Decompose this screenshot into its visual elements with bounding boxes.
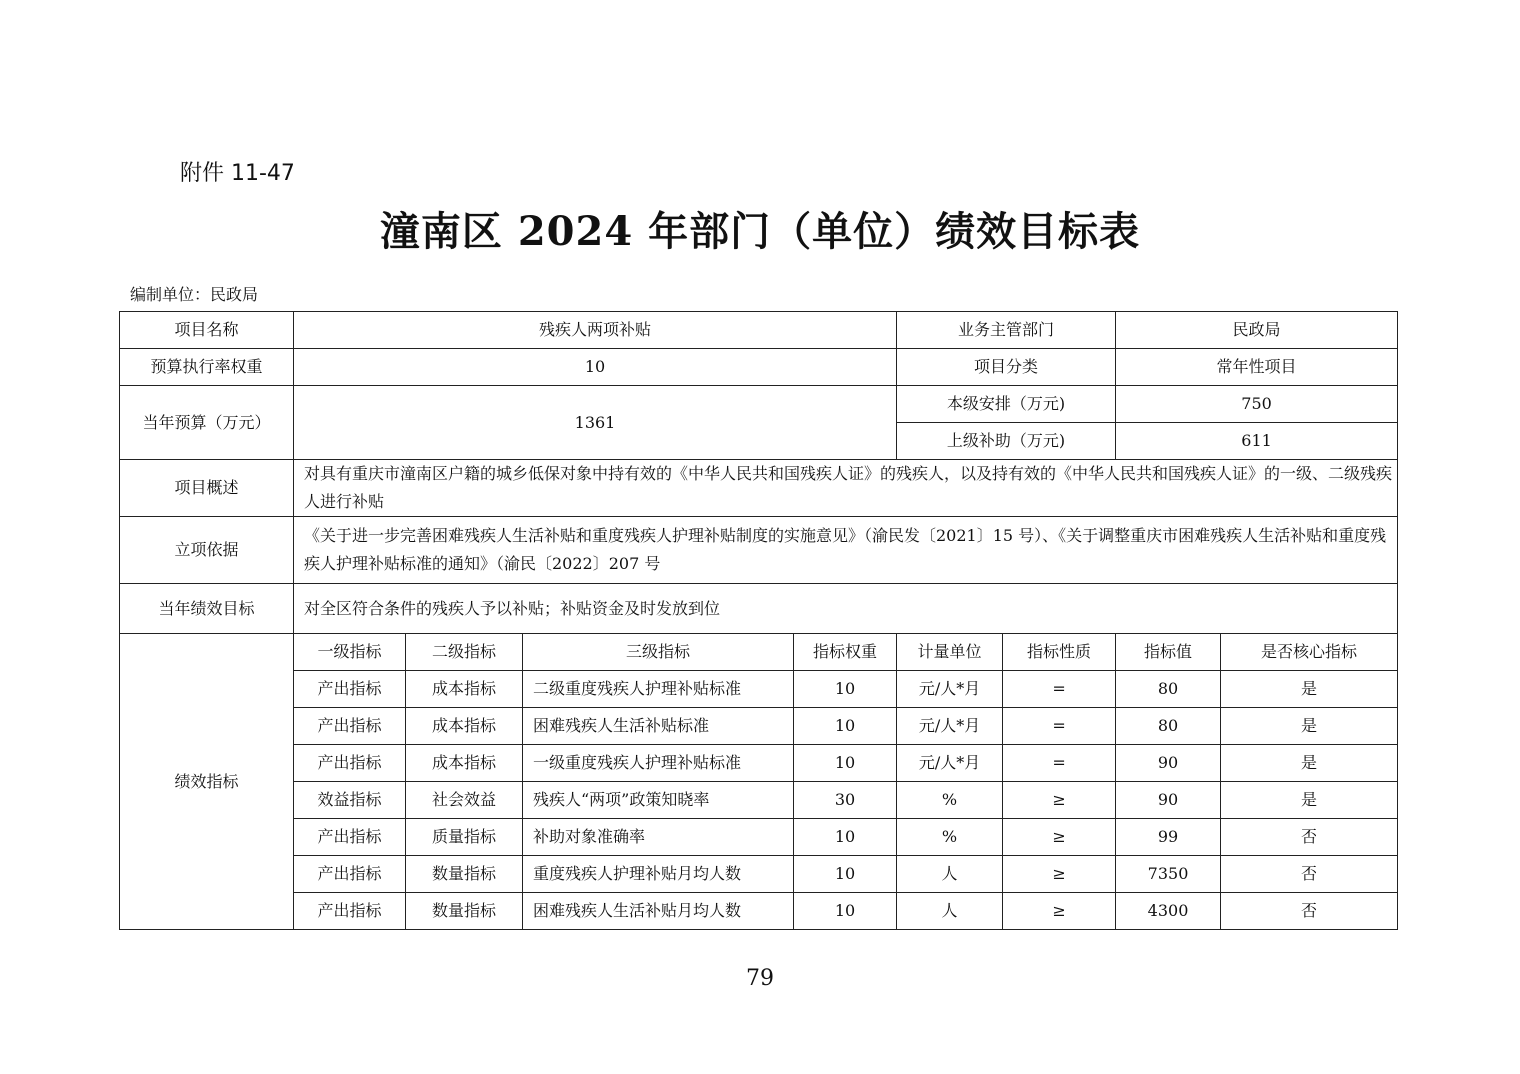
overview-text: 对具有重庆市潼南区户籍的城乡低保对象中持有效的《中华人民共和国残疾人证》的残疾人，以及持有效的《中华人民共和国残疾人证》的一级、二级残疾人进行补贴 xyxy=(294,460,1398,517)
level1-cell: 产出指标 xyxy=(294,893,406,930)
budget-rate-value: 10 xyxy=(294,349,897,386)
level1-cell: 产出指标 xyxy=(294,745,406,782)
value-cell: 90 xyxy=(1116,745,1221,782)
level1-cell: 产出指标 xyxy=(294,708,406,745)
level3-cell: 困难残疾人生活补贴月均人数 xyxy=(523,893,794,930)
row-budget xyxy=(120,386,1398,423)
basis-text: 《关于进一步完善困难残疾人生活补贴和重度残疾人护理补贴制度的实施意见》（渝民发〔2021〕15 号）、《关于调整重庆市困难残疾人生活补贴和重度残疾人护理补贴标准的通知》（渝民〔2022〕207 号 xyxy=(294,517,1398,584)
performance-target-table xyxy=(119,311,1398,930)
level2-cell: 质量指标 xyxy=(406,819,523,856)
attachment-label: 附件 11-47 xyxy=(180,161,295,186)
page-number: 79 xyxy=(746,966,774,991)
weight-cell: 10 xyxy=(794,856,897,893)
indicators-label: 绩效指标 xyxy=(120,634,294,930)
table-row xyxy=(120,856,1398,893)
level1-cell: 效益指标 xyxy=(294,782,406,819)
weight-cell: 10 xyxy=(794,893,897,930)
overview-label: 项目概述 xyxy=(120,460,294,517)
value-cell: 99 xyxy=(1116,819,1221,856)
weight-cell: 30 xyxy=(794,782,897,819)
level1-cell: 产出指标 xyxy=(294,819,406,856)
goal-text: 对全区符合条件的残疾人予以补贴；补贴资金及时发放到位 xyxy=(294,584,1398,634)
level3-cell: 二级重度残疾人护理补贴标准 xyxy=(523,671,794,708)
table-row xyxy=(120,819,1398,856)
budget-label: 当年预算（万元） xyxy=(120,386,294,460)
core-cell: 否 xyxy=(1221,819,1398,856)
nature-cell: = xyxy=(1003,745,1116,782)
budget-value: 1361 xyxy=(294,386,897,460)
dept-value: 民政局 xyxy=(1116,312,1398,349)
goal-label: 当年绩效目标 xyxy=(120,584,294,634)
budget-rate-label: 预算执行率权重 xyxy=(120,349,294,386)
value-cell: 4300 xyxy=(1116,893,1221,930)
local-value: 750 xyxy=(1116,386,1398,423)
row-goal xyxy=(120,584,1398,634)
row-budget-rate xyxy=(120,349,1398,386)
level2-cell: 数量指标 xyxy=(406,856,523,893)
local-label: 本级安排（万元) xyxy=(897,386,1116,423)
page-title: 潼南区 2024 年部门（单位）绩效目标表 xyxy=(379,208,1141,255)
value-cell: 80 xyxy=(1116,671,1221,708)
level2-cell: 社会效益 xyxy=(406,782,523,819)
weight-cell: 10 xyxy=(794,745,897,782)
core-cell: 否 xyxy=(1221,856,1398,893)
nature-cell: = xyxy=(1003,708,1116,745)
category-label: 项目分类 xyxy=(897,349,1116,386)
level3-cell: 补助对象准确率 xyxy=(523,819,794,856)
core-cell: 否 xyxy=(1221,893,1398,930)
upper-value: 611 xyxy=(1116,423,1398,460)
unit-cell: 元/人*月 xyxy=(897,745,1003,782)
value-cell: 7350 xyxy=(1116,856,1221,893)
weight-cell: 10 xyxy=(794,708,897,745)
row-overview xyxy=(120,460,1398,517)
nature-cell: ≥ xyxy=(1003,893,1116,930)
dept-label: 业务主管部门 xyxy=(897,312,1116,349)
value-cell: 80 xyxy=(1116,708,1221,745)
table-row xyxy=(120,745,1398,782)
project-name-value: 残疾人两项补贴 xyxy=(294,312,897,349)
column-header: 三级指标 xyxy=(523,634,794,671)
column-header: 指标权重 xyxy=(794,634,897,671)
table-row xyxy=(120,671,1398,708)
level2-cell: 数量指标 xyxy=(406,893,523,930)
nature-cell: = xyxy=(1003,671,1116,708)
core-cell: 是 xyxy=(1221,671,1398,708)
unit-cell: 元/人*月 xyxy=(897,671,1003,708)
level2-cell: 成本指标 xyxy=(406,708,523,745)
column-header: 二级指标 xyxy=(406,634,523,671)
weight-cell: 10 xyxy=(794,671,897,708)
nature-cell: ≥ xyxy=(1003,819,1116,856)
nature-cell: ≥ xyxy=(1003,782,1116,819)
table-row xyxy=(120,782,1398,819)
core-cell: 是 xyxy=(1221,708,1398,745)
table-row xyxy=(120,893,1398,930)
value-cell: 90 xyxy=(1116,782,1221,819)
column-header: 一级指标 xyxy=(294,634,406,671)
column-header: 指标值 xyxy=(1116,634,1221,671)
level3-cell: 一级重度残疾人护理补贴标准 xyxy=(523,745,794,782)
level2-cell: 成本指标 xyxy=(406,671,523,708)
indicator-header-row xyxy=(120,634,1398,671)
level3-cell: 困难残疾人生活补贴标准 xyxy=(523,708,794,745)
core-cell: 是 xyxy=(1221,745,1398,782)
upper-label: 上级补助（万元) xyxy=(897,423,1116,460)
column-header: 指标性质 xyxy=(1003,634,1116,671)
column-header: 计量单位 xyxy=(897,634,1003,671)
category-value: 常年性项目 xyxy=(1116,349,1398,386)
level1-cell: 产出指标 xyxy=(294,671,406,708)
basis-label: 立项依据 xyxy=(120,517,294,584)
row-basis xyxy=(120,517,1398,584)
column-header: 是否核心指标 xyxy=(1221,634,1398,671)
row-project-name xyxy=(120,312,1398,349)
nature-cell: ≥ xyxy=(1003,856,1116,893)
unit-cell: % xyxy=(897,782,1003,819)
unit-cell: 人 xyxy=(897,893,1003,930)
level2-cell: 成本指标 xyxy=(406,745,523,782)
unit-cell: % xyxy=(897,819,1003,856)
unit-cell: 人 xyxy=(897,856,1003,893)
project-name-label: 项目名称 xyxy=(120,312,294,349)
compiling-unit: 编制单位：民政局 xyxy=(130,285,259,304)
unit-cell: 元/人*月 xyxy=(897,708,1003,745)
weight-cell: 10 xyxy=(794,819,897,856)
level1-cell: 产出指标 xyxy=(294,856,406,893)
level3-cell: 重度残疾人护理补贴月均人数 xyxy=(523,856,794,893)
core-cell: 是 xyxy=(1221,782,1398,819)
level3-cell: 残疾人“两项”政策知晓率 xyxy=(523,782,794,819)
table-row xyxy=(120,708,1398,745)
